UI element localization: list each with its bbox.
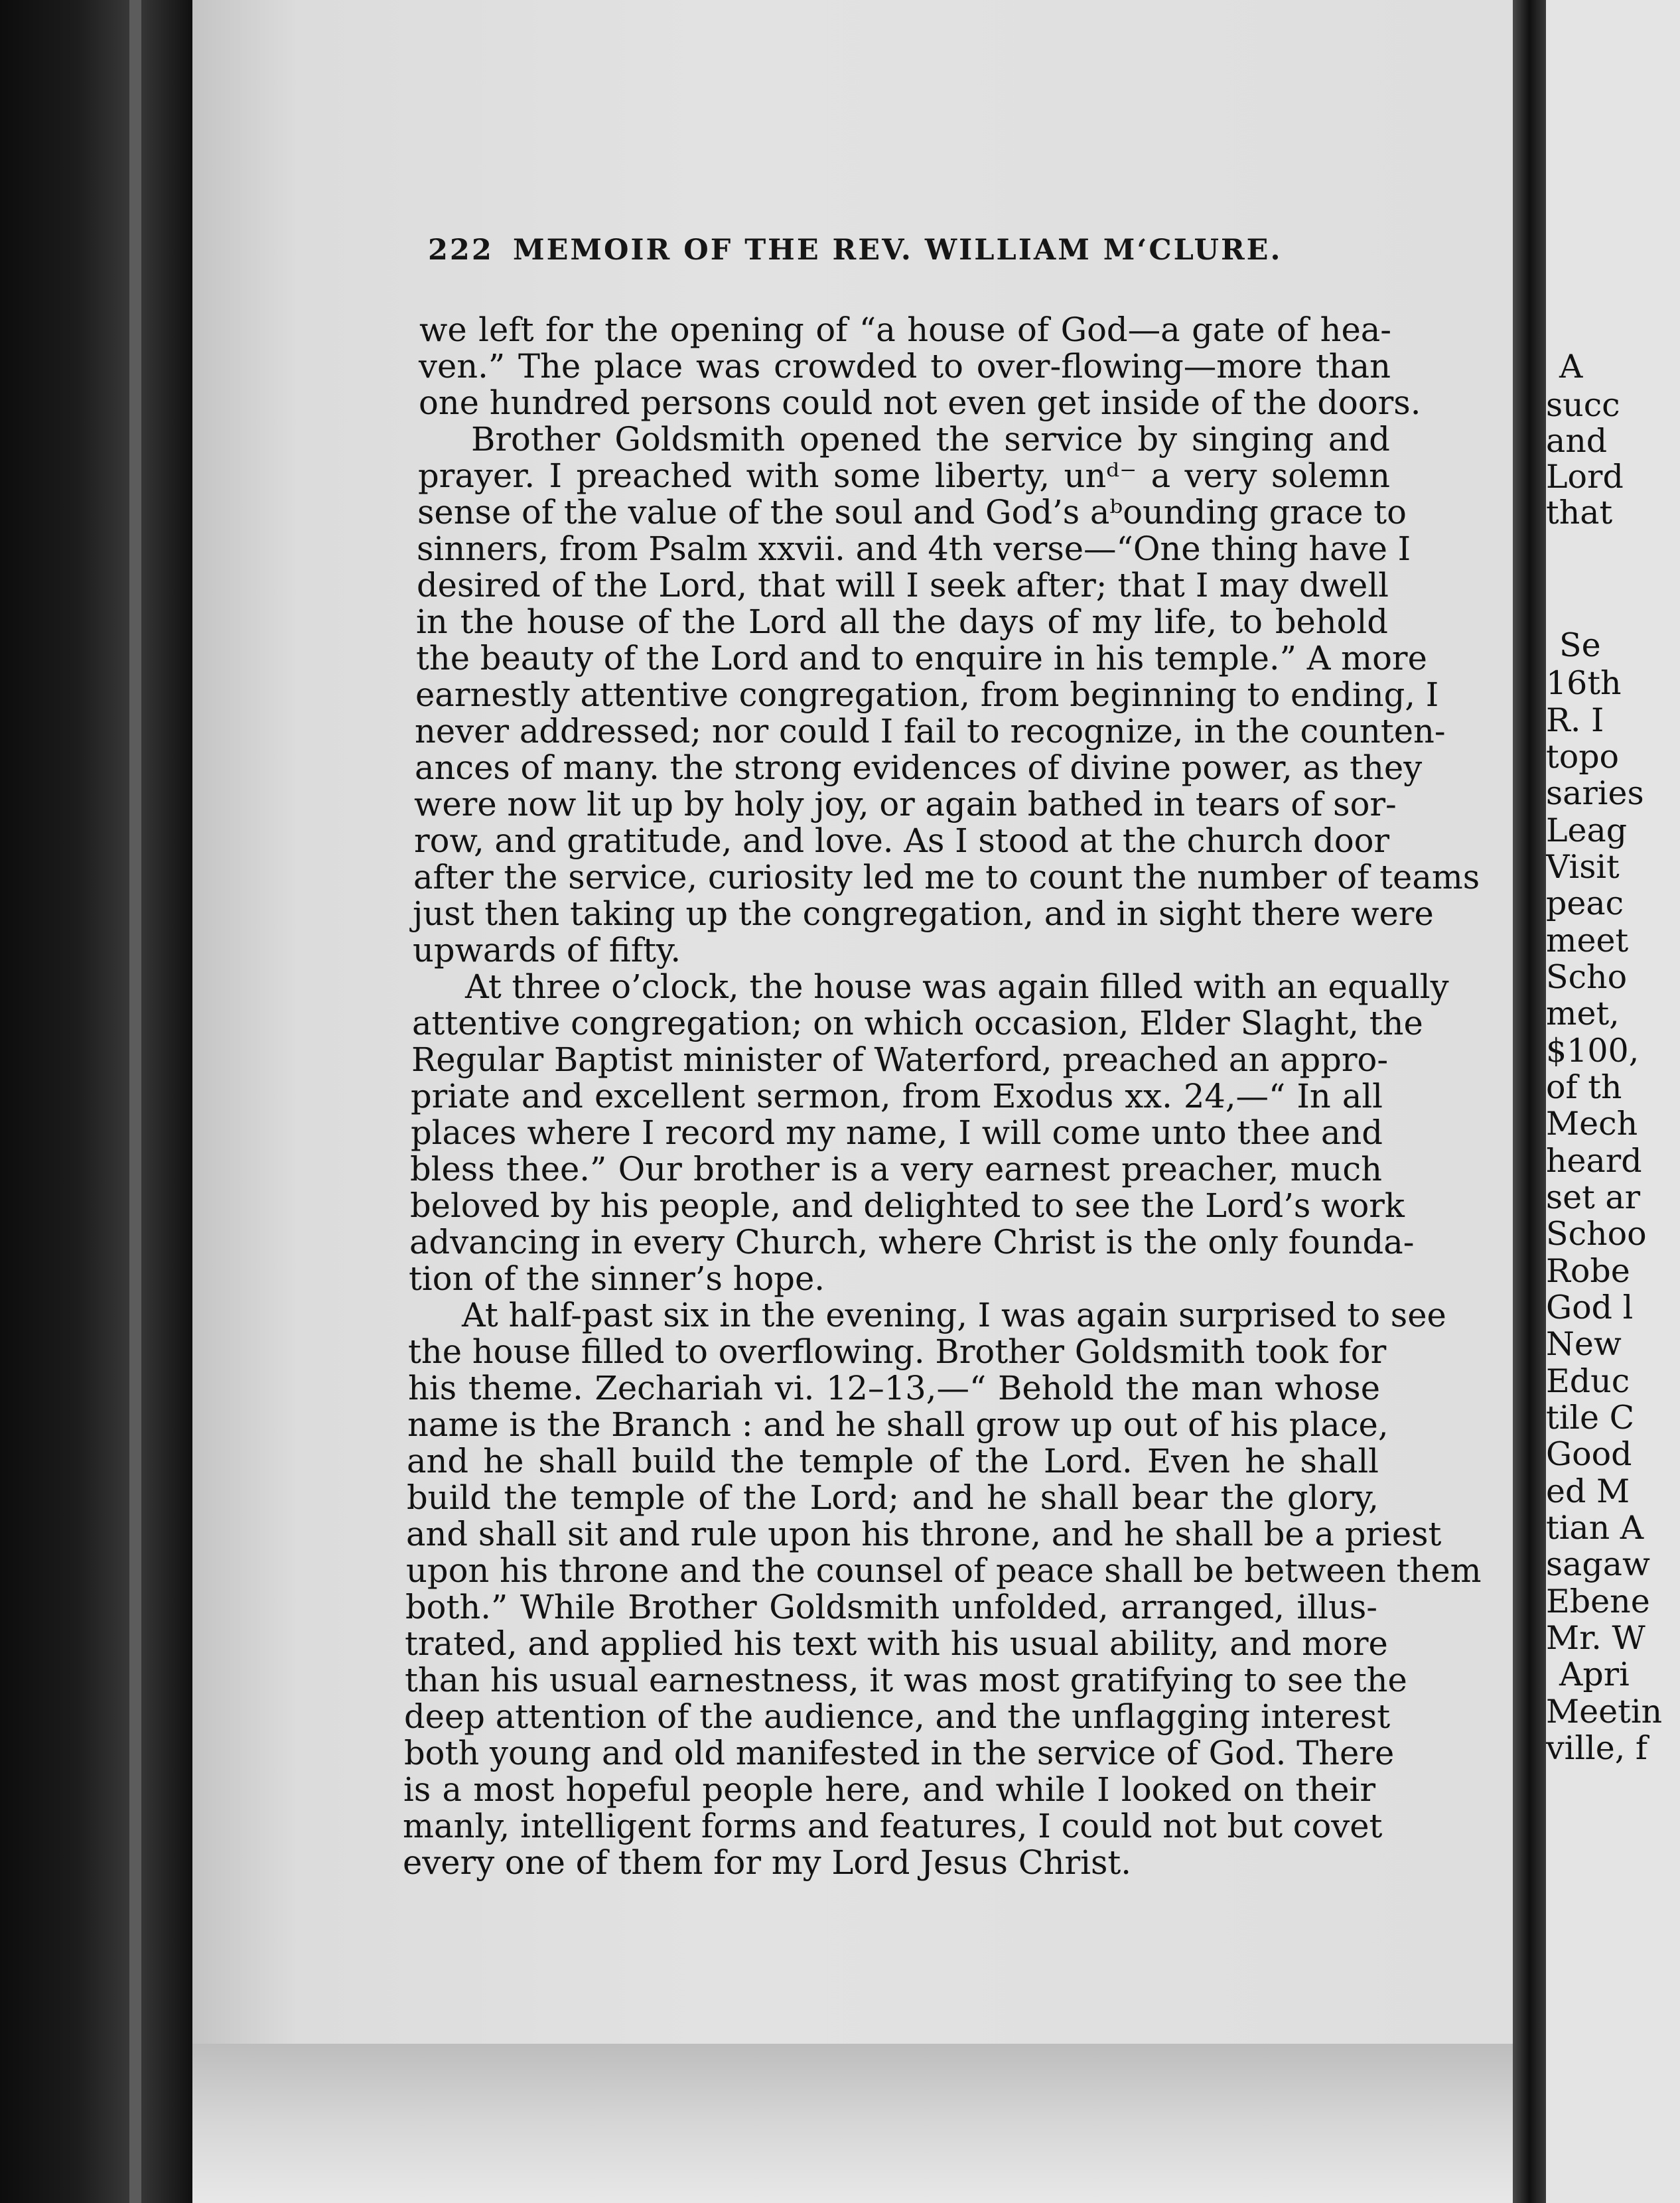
adjacent-page-text: Visit (1546, 848, 1620, 886)
adjacent-page-text: A (1559, 348, 1583, 386)
text-line: upon his throne and the counsel of peace shall be between them (406, 1551, 1482, 1590)
page-number: 222 (428, 234, 494, 267)
adjacent-page-text: New (1546, 1325, 1622, 1363)
book-gutter (1513, 0, 1546, 2203)
text-line: in the house of the Lord all the days of my life, to behold (416, 603, 1388, 641)
body-text (403, 311, 1482, 1918)
adjacent-page-text: Robe (1546, 1252, 1630, 1290)
text-line: and shall sit and rule upon his throne, and he shall be a priest (406, 1515, 1442, 1553)
running-title: MEMOIR OF THE REV. WILLIAM M‘CLURE. (512, 234, 1283, 267)
adjacent-page-text: ville, f (1546, 1729, 1647, 1767)
adjacent-page-text: succ (1546, 386, 1620, 424)
text-line: we left for the opening of “a house of God—a gate of hea- (419, 311, 1391, 349)
adjacent-page-text: Leag (1546, 812, 1628, 849)
text-line: Regular Baptist minister of Waterford, preached an appro- (411, 1040, 1389, 1079)
text-line: advancing in every Church, where Christ is the only founda- (409, 1223, 1415, 1261)
text-line: trated, and applied his text with his usual ability, and more (405, 1624, 1388, 1663)
adjacent-page-text: Good (1546, 1435, 1632, 1473)
text-line: manly, intelligent forms and features, I could not but covet (403, 1807, 1383, 1845)
text-line: attentive congregation; on which occasion, Elder Slaght, the (412, 1004, 1423, 1042)
book-binding-edge (0, 0, 192, 2203)
text-line: desired of the Lord, that will I seek after; that I may dwell (417, 566, 1389, 604)
text-line: name is the Branch : and he shall grow up out of his place, (407, 1405, 1389, 1444)
adjacent-page-text: Meetin (1546, 1693, 1663, 1731)
text-line: row, and gratitude, and love. As I stood at the church door (414, 821, 1390, 860)
text-line: Brother Goldsmith opened the service by singing and (471, 420, 1390, 459)
binding-highlight (129, 0, 141, 2203)
text-line: prayer. I preached with some liberty, unᵈ⁻ a very solemn (418, 457, 1390, 495)
text-line: ances of many. the strong evidences of divine power, as they (415, 748, 1423, 787)
adjacent-page-text: meet (1546, 922, 1629, 959)
adjacent-page-text: topo (1546, 738, 1620, 776)
adjacent-page-text: of th (1546, 1068, 1622, 1106)
text-line: every one of them for my Lord Jesus Christ. (403, 1843, 1131, 1882)
adjacent-page-text: sagaw (1546, 1545, 1650, 1583)
text-line: and he shall build the temple of the Lord. Even he shall (407, 1442, 1379, 1480)
text-line: just then taking up the congregation, and in sight there were (413, 894, 1434, 933)
adjacent-page-text: heard (1546, 1142, 1642, 1180)
adjacent-page-text: met, (1546, 995, 1620, 1032)
adjacent-page-text: Scho (1546, 958, 1628, 996)
text-line: beloved by his people, and delighted to see the Lord’s work (410, 1186, 1405, 1225)
text-line: places where I record my name, I will come unto thee and (411, 1113, 1383, 1152)
adjacent-page-text: God l (1546, 1289, 1634, 1326)
adjacent-page-text: that (1546, 494, 1613, 532)
text-line: were now lit up by holy joy, or again bathed in tears of sor- (414, 785, 1397, 823)
adjacent-page-text: Lord (1546, 458, 1624, 496)
adjacent-page-text: 16th (1546, 664, 1622, 702)
running-head (428, 234, 1317, 273)
adjacent-page-text: saries (1546, 774, 1644, 812)
text-line: than his usual earnestness, it was most gratifying to see the (405, 1661, 1407, 1699)
adjacent-page-text: ed M (1546, 1472, 1630, 1510)
adjacent-page-text: tile C (1546, 1399, 1635, 1437)
text-line: deep attention of the audience, and the unflagging interest (404, 1697, 1391, 1736)
text-line: the beauty of the Lord and to enquire in his temple.” A more (416, 639, 1427, 677)
text-line: sense of the value of the soul and God’s aᵇounding grace to (417, 493, 1407, 532)
adjacent-page-text: Schoo (1546, 1215, 1647, 1253)
adjacent-page-text: Se (1559, 626, 1601, 664)
text-line: one hundred persons could not even get inside of the doors. (419, 384, 1421, 422)
adjacent-page-text: Mr. W (1546, 1619, 1645, 1657)
adjacent-page-text: set ar (1546, 1178, 1641, 1216)
adjacent-page-text: and (1546, 422, 1608, 460)
text-line: At three o’clock, the house was again filled with an equally (465, 967, 1449, 1006)
text-line: sinners, from Psalm xxvii. and 4th verse—“One thing have I (417, 530, 1411, 568)
text-line: the house filled to overflowing. Brother Goldsmith took for (408, 1332, 1387, 1371)
text-line: upwards of fifty. (413, 931, 681, 969)
adjacent-page-text: $100, (1546, 1032, 1640, 1070)
adjacent-page-text: peac (1546, 885, 1624, 922)
text-line: tion of the sinner’s hope. (409, 1259, 825, 1298)
text-line: is a most hopeful people here, and while I looked on their (403, 1770, 1375, 1809)
adjacent-page-text: Apri (1559, 1656, 1630, 1693)
adjacent-page-text: R. I (1546, 701, 1604, 739)
adjacent-page-text: Educ (1546, 1362, 1630, 1400)
adjacent-page-fragment (1546, 0, 1680, 2203)
text-line: his theme. Zechariah vi. 12–13,—“ Behold the man whose (408, 1369, 1380, 1407)
text-line: both young and old manifested in the service of God. There (404, 1734, 1395, 1772)
text-line: earnestly attentive congregation, from beginning to ending, I (415, 675, 1439, 714)
text-line: At half-past six in the evening, I was again surprised to see (462, 1296, 1446, 1334)
adjacent-page-text: Mech (1546, 1105, 1638, 1143)
adjacent-page-text: Ebene (1546, 1583, 1650, 1620)
text-line: both.” While Brother Goldsmith unfolded, arranged, illus- (405, 1588, 1377, 1626)
text-line: priate and excellent sermon, from Exodus xx. 24,—“ In all (411, 1077, 1383, 1115)
text-line: build the temple of the Lord; and he shall bear the glory, (407, 1478, 1379, 1517)
page-bottom-margin (192, 2044, 1533, 2203)
text-line: after the service, curiosity led me to count the number of teams (413, 858, 1480, 896)
text-line: bless thee.” Our brother is a very earnest preacher, much (410, 1150, 1382, 1188)
adjacent-page-text: tian A (1546, 1509, 1644, 1547)
text-line: never addressed; nor could I fail to recognize, in the counten- (415, 712, 1446, 750)
text-line: ven.” The place was crowded to over-flowing—more than (419, 347, 1391, 386)
